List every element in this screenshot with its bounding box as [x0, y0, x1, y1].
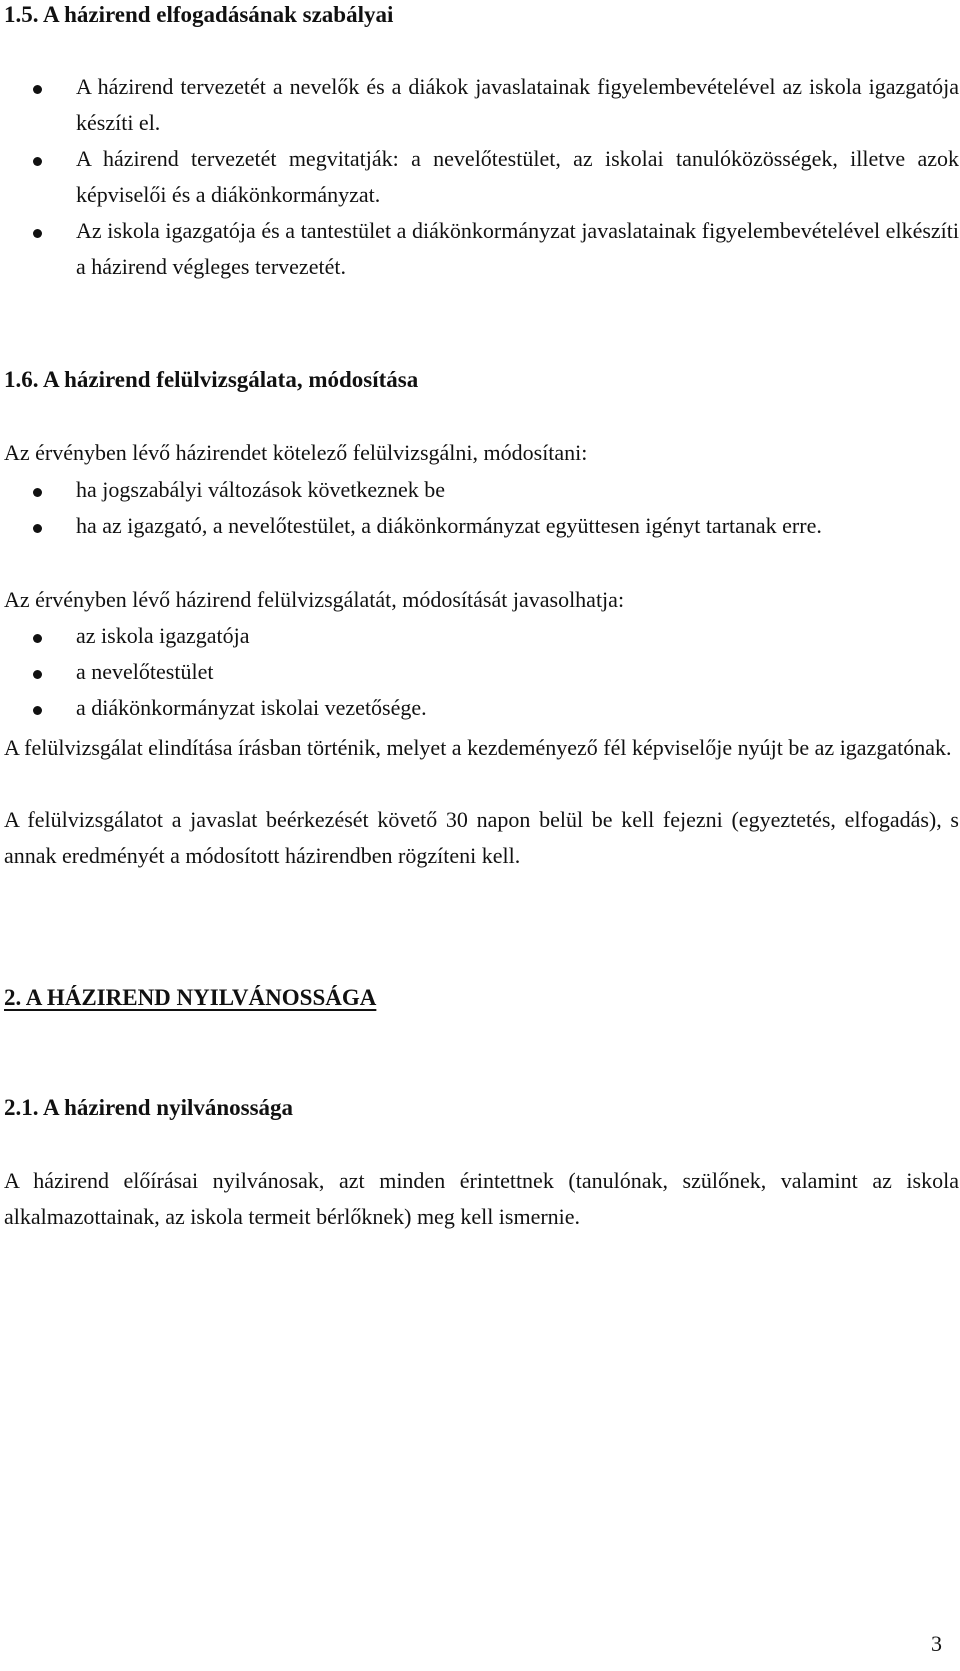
list-item-text: Az iskola igazgatója és a tantestület a diákönkormányzat javaslatainak figyelembevételével elkészíti a házirend végleges tervezetét. [76, 218, 959, 279]
list-item [4, 690, 959, 726]
list-item-text: a nevelőtestület [76, 659, 214, 684]
bullet-icon [33, 157, 42, 166]
bullet-icon [33, 229, 42, 238]
section-2-1-heading: 2.1. A házirend nyilvánossága [4, 1095, 294, 1120]
bullet-icon [33, 670, 42, 679]
bullet-icon [33, 634, 42, 643]
list-item-text: A házirend tervezetét megvitatják: a nevelőtestület, az iskolai tanulóközösségek, illetve azok képviselői és a diákönkormányzat. [76, 146, 959, 207]
list-item-text: A házirend tervezetét a nevelők és a diákok javaslatainak figyelembevételével az iskola igazgatója készíti el. [76, 74, 959, 135]
section-1-6-intro: Az érvényben lévő házirendet kötelező felülvizsgálni, módosítani: [4, 440, 588, 465]
section-1-5-heading: 1.5. A házirend elfogadásának szabályai [4, 2, 394, 27]
list-item [4, 472, 959, 508]
list-item [4, 213, 959, 285]
bullet-icon [33, 706, 42, 715]
bullet-icon [33, 488, 42, 497]
section-2-1-paragraph: A házirend előírásai nyilvánosak, azt minden érintettnek (tanulónak, szülőnek, valamint az iskola alkalmazottainak, az iskola termeit bérlőknek) meg kell ismernie. [4, 1168, 959, 1229]
section-2-heading-text: 2. A HÁZIREND NYILVÁNOSSÁGA [4, 985, 377, 1010]
section-1-5-bullet-list [4, 69, 959, 285]
list-item [4, 654, 959, 690]
list-item-text: ha az igazgató, a nevelőtestület, a diákönkormányzat együttesen igényt tartanak erre. [76, 513, 822, 538]
list-item-text: ha jogszabályi változások következnek be [76, 477, 445, 502]
section-1-6-paragraph-1: A felülvizsgálat elindítása írásban történik, melyet a kezdeményező fél képviselője nyújt be az igazgatónak. [4, 735, 952, 760]
section-1-6-heading: 1.6. A házirend felülvizsgálata, módosítása [4, 367, 419, 392]
bullet-icon [33, 85, 42, 94]
bullet-icon [33, 524, 42, 533]
section-2-heading [4, 980, 959, 1016]
section-1-6-bullet-list-2 [4, 618, 959, 726]
section-1-6-bullet-list-1 [4, 472, 959, 544]
list-item-text: az iskola igazgatója [76, 623, 250, 648]
section-1-6-proposal-intro: Az érvényben lévő házirend felülvizsgálatát, módosítását javasolhatja: [4, 587, 625, 612]
list-item [4, 508, 959, 544]
list-item [4, 141, 959, 213]
page-number: 3 [931, 1631, 942, 1656]
list-item-text: a diákönkormányzat iskolai vezetősége. [76, 695, 427, 720]
list-item [4, 69, 959, 141]
section-1-6-paragraph-2: A felülvizsgálatot a javaslat beérkezését követő 30 napon belül be kell fejezni (egyeztetés, elfogadás), s annak eredményét a módosított házirendben rögzíteni kell. [4, 807, 959, 868]
list-item [4, 618, 959, 654]
